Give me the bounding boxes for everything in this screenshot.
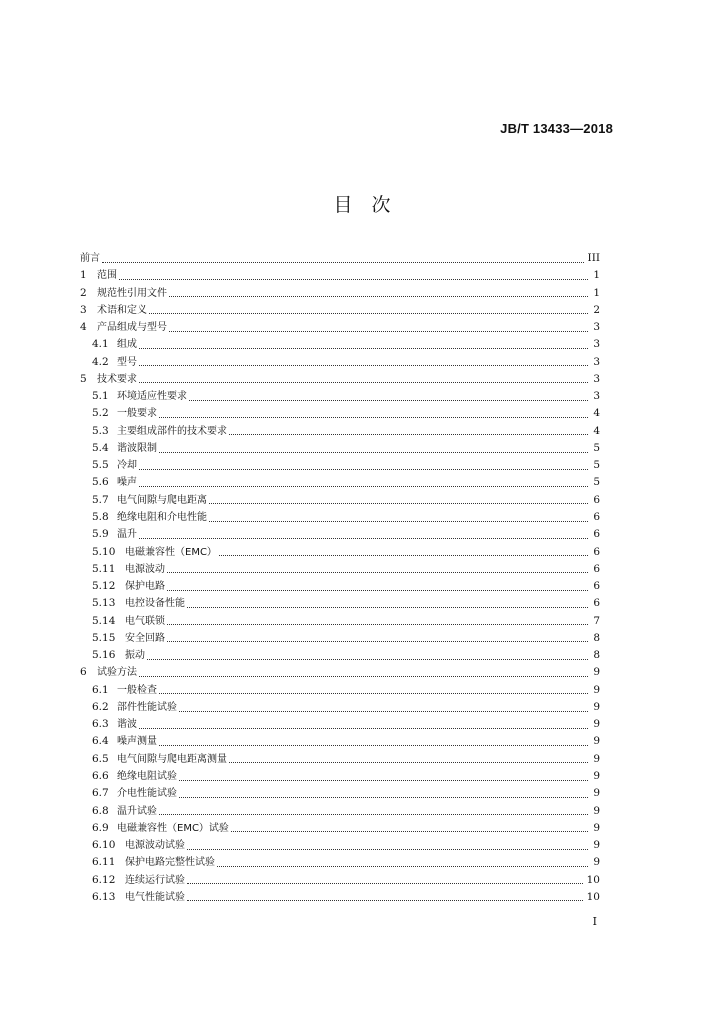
toc-entry-number: 5.1 bbox=[92, 390, 109, 403]
toc-entry-page: 6 bbox=[593, 562, 600, 575]
toc-entry[interactable] bbox=[80, 803, 600, 820]
toc-entry-label: 一般检查 bbox=[117, 684, 157, 696]
toc-entry[interactable] bbox=[80, 388, 600, 405]
toc-entry-page: 3 bbox=[593, 390, 600, 403]
toc-entry[interactable] bbox=[80, 733, 600, 750]
toc-entry-label: 组成 bbox=[117, 339, 137, 351]
toc-entry-label: 型号 bbox=[117, 356, 137, 368]
toc-entry[interactable] bbox=[80, 664, 600, 681]
toc-dot-leader bbox=[209, 502, 588, 504]
toc-entry-label: 连续运行试验 bbox=[125, 874, 185, 886]
toc-entry-page: 4 bbox=[593, 424, 600, 437]
toc-entry[interactable] bbox=[80, 267, 600, 284]
toc-entry-label: 介电性能试验 bbox=[117, 788, 177, 800]
toc-entry[interactable] bbox=[80, 716, 600, 733]
toc-entry[interactable] bbox=[80, 854, 600, 871]
toc-entry[interactable] bbox=[80, 474, 600, 491]
toc-entry-label: 电源波动 bbox=[125, 563, 165, 575]
toc-entry-page: III bbox=[587, 252, 600, 264]
toc-dot-leader bbox=[187, 882, 583, 884]
toc-entry-number: 6.6 bbox=[92, 769, 109, 782]
toc-entry-page: 3 bbox=[593, 338, 600, 351]
toc-entry-page: 6 bbox=[593, 580, 600, 593]
toc-dot-leader bbox=[139, 675, 588, 677]
toc-entry[interactable] bbox=[80, 526, 600, 543]
toc-entry-label: 噪声 bbox=[117, 477, 137, 489]
table-of-contents bbox=[80, 250, 600, 906]
toc-dot-leader bbox=[187, 899, 583, 901]
toc-entry-page: 10 bbox=[586, 873, 600, 886]
toc-entry[interactable] bbox=[80, 492, 600, 509]
toc-dot-leader bbox=[102, 261, 584, 263]
toc-entry-label: 电气间隙与爬电距离 bbox=[117, 494, 207, 506]
page-number: I bbox=[592, 915, 597, 928]
toc-dot-leader bbox=[139, 364, 588, 366]
toc-dot-leader bbox=[159, 451, 588, 453]
toc-entry-number: 6.8 bbox=[92, 804, 109, 817]
toc-entry-page: 9 bbox=[593, 700, 600, 713]
toc-entry-page: 9 bbox=[593, 769, 600, 782]
toc-entry[interactable] bbox=[80, 820, 600, 837]
toc-entry-number: 5.14 bbox=[92, 614, 116, 627]
toc-entry-page: 9 bbox=[593, 718, 600, 731]
toc-entry[interactable] bbox=[80, 837, 600, 854]
toc-entry-number: 6.1 bbox=[92, 683, 109, 696]
toc-entry-page: 3 bbox=[593, 355, 600, 368]
toc-entry-page: 5 bbox=[593, 441, 600, 454]
toc-dot-leader bbox=[167, 589, 588, 591]
toc-entry-number: 5.8 bbox=[92, 510, 109, 523]
toc-dot-leader bbox=[179, 796, 588, 798]
toc-entry-number: 5.12 bbox=[92, 580, 116, 593]
toc-entry[interactable] bbox=[80, 354, 600, 371]
toc-entry-label: 术语和定义 bbox=[97, 304, 147, 316]
toc-entry[interactable] bbox=[80, 699, 600, 716]
toc-entry[interactable] bbox=[80, 285, 600, 302]
toc-dot-leader bbox=[139, 727, 588, 729]
toc-dot-leader bbox=[209, 520, 588, 522]
toc-entry-page: 10 bbox=[586, 890, 600, 903]
toc-dot-leader bbox=[169, 330, 588, 332]
toc-entry-page: 6 bbox=[593, 528, 600, 541]
toc-entry-page: 5 bbox=[593, 459, 600, 472]
toc-dot-leader bbox=[139, 468, 588, 470]
toc-entry-page: 9 bbox=[593, 752, 600, 765]
standard-code: JB/T 13433—2018 bbox=[500, 121, 613, 136]
toc-entry-number: 5.9 bbox=[92, 528, 109, 541]
toc-entry-label: 电源波动试验 bbox=[125, 840, 185, 852]
toc-entry-number: 5.6 bbox=[92, 476, 109, 489]
toc-entry-number: 5.7 bbox=[92, 493, 109, 506]
toc-entry-page: 4 bbox=[593, 407, 600, 420]
toc-dot-leader bbox=[139, 537, 588, 539]
toc-entry-number: 4.1 bbox=[92, 338, 109, 351]
toc-entry-label: 电磁兼容性（EMC）试验 bbox=[117, 822, 229, 834]
toc-entry-label: 安全回路 bbox=[125, 632, 165, 644]
toc-entry[interactable] bbox=[80, 595, 600, 612]
toc-dot-leader bbox=[189, 399, 588, 401]
toc-entry[interactable] bbox=[80, 682, 600, 699]
toc-dot-leader bbox=[167, 623, 588, 625]
toc-entry[interactable] bbox=[80, 751, 600, 768]
toc-entry[interactable] bbox=[80, 336, 600, 353]
toc-entry[interactable] bbox=[80, 613, 600, 630]
toc-entry-page: 9 bbox=[593, 821, 600, 834]
toc-entry-number: 5.15 bbox=[92, 631, 116, 644]
toc-dot-leader bbox=[187, 606, 588, 608]
toc-entry-label: 电控设备性能 bbox=[125, 598, 185, 610]
toc-dot-leader bbox=[147, 658, 588, 660]
toc-entry[interactable] bbox=[80, 889, 600, 906]
toc-entry-label: 绝缘电阻和介电性能 bbox=[117, 511, 207, 523]
toc-dot-leader bbox=[167, 640, 588, 642]
toc-dot-leader bbox=[229, 761, 588, 763]
toc-dot-leader bbox=[231, 830, 588, 832]
toc-entry-label: 冷却 bbox=[117, 460, 137, 472]
toc-dot-leader bbox=[159, 692, 588, 694]
toc-dot-leader bbox=[179, 710, 588, 712]
toc-entry-number: 5.10 bbox=[92, 545, 116, 558]
toc-entry-page: 9 bbox=[593, 735, 600, 748]
toc-entry-number: 5.3 bbox=[92, 424, 109, 437]
toc-entry-page: 6 bbox=[593, 493, 600, 506]
toc-entry-number: 6.11 bbox=[92, 856, 116, 869]
toc-dot-leader bbox=[159, 813, 588, 815]
toc-entry-page: 1 bbox=[593, 269, 600, 282]
toc-entry[interactable] bbox=[80, 457, 600, 474]
toc-entry-page: 3 bbox=[593, 321, 600, 334]
toc-entry[interactable] bbox=[80, 561, 600, 578]
toc-entry-label: 温升 bbox=[117, 529, 137, 541]
toc-entry-page: 3 bbox=[593, 372, 600, 385]
toc-dot-leader bbox=[139, 381, 588, 383]
toc-entry-label: 前言 bbox=[80, 253, 100, 264]
toc-entry-number: 6.5 bbox=[92, 752, 109, 765]
toc-entry-page: 8 bbox=[593, 649, 600, 662]
toc-entry-label: 振动 bbox=[125, 650, 145, 662]
toc-dot-leader bbox=[217, 865, 588, 867]
toc-entry-number: 5.16 bbox=[92, 649, 116, 662]
toc-entry[interactable] bbox=[80, 630, 600, 647]
toc-entry-number: 5.11 bbox=[92, 562, 116, 575]
toc-entry[interactable] bbox=[80, 250, 600, 267]
toc-entry[interactable] bbox=[80, 423, 600, 440]
toc-entry-number: 5.13 bbox=[92, 597, 116, 610]
toc-entry-label: 一般要求 bbox=[117, 408, 157, 420]
toc-entry-number: 6 bbox=[80, 666, 87, 679]
toc-entry-label: 试验方法 bbox=[97, 667, 137, 679]
toc-entry-page: 6 bbox=[593, 510, 600, 523]
toc-dot-leader bbox=[167, 571, 588, 573]
toc-entry-number: 6.3 bbox=[92, 718, 109, 731]
toc-entry[interactable] bbox=[80, 302, 600, 319]
toc-entry-label: 电气性能试验 bbox=[125, 891, 185, 903]
toc-dot-leader bbox=[139, 347, 588, 349]
toc-entry[interactable] bbox=[80, 509, 600, 526]
toc-entry-number: 5.5 bbox=[92, 459, 109, 472]
toc-entry-number: 6.7 bbox=[92, 787, 109, 800]
toc-dot-leader bbox=[187, 848, 588, 850]
toc-entry-page: 1 bbox=[593, 286, 600, 299]
toc-entry-number: 5.2 bbox=[92, 407, 109, 420]
toc-entry-label: 电气间隙与爬电距离测量 bbox=[117, 753, 227, 765]
toc-entry-label: 产品组成与型号 bbox=[97, 322, 167, 334]
toc-dot-leader bbox=[119, 278, 588, 280]
toc-entry-number: 2 bbox=[80, 286, 87, 299]
toc-entry-page: 5 bbox=[593, 476, 600, 489]
toc-entry-label: 技术要求 bbox=[97, 373, 137, 385]
toc-entry-number: 6.13 bbox=[92, 890, 116, 903]
toc-entry[interactable] bbox=[80, 544, 600, 561]
toc-entry-number: 6.10 bbox=[92, 839, 116, 852]
page-title: 目 次 bbox=[333, 194, 391, 216]
toc-entry-label: 主要组成部件的技术要求 bbox=[117, 425, 227, 437]
toc-entry-number: 6.12 bbox=[92, 873, 116, 886]
toc-entry[interactable] bbox=[80, 647, 600, 664]
toc-entry-label: 温升试验 bbox=[117, 805, 157, 817]
toc-entry-page: 9 bbox=[593, 839, 600, 852]
toc-entry-page: 9 bbox=[593, 683, 600, 696]
toc-entry-label: 电气联锁 bbox=[125, 615, 165, 627]
toc-entry-page: 7 bbox=[593, 614, 600, 627]
toc-entry[interactable] bbox=[80, 768, 600, 785]
toc-dot-leader bbox=[159, 416, 588, 418]
toc-entry-label: 绝缘电阻试验 bbox=[117, 770, 177, 782]
toc-entry-label: 保护电路完整性试验 bbox=[125, 857, 215, 869]
toc-entry-number: 6.4 bbox=[92, 735, 109, 748]
toc-entry-label: 保护电路 bbox=[125, 581, 165, 593]
toc-entry[interactable] bbox=[80, 405, 600, 422]
toc-entry-label: 噪声测量 bbox=[117, 736, 157, 748]
toc-entry-page: 8 bbox=[593, 631, 600, 644]
toc-dot-leader bbox=[149, 312, 588, 314]
toc-entry[interactable] bbox=[80, 440, 600, 457]
toc-entry[interactable] bbox=[80, 578, 600, 595]
toc-entry-number: 4.2 bbox=[92, 355, 109, 368]
toc-entry-number: 5 bbox=[80, 372, 87, 385]
toc-entry-label: 环境适应性要求 bbox=[117, 391, 187, 403]
toc-entry-number: 3 bbox=[80, 303, 87, 316]
toc-entry-number: 4 bbox=[80, 321, 87, 334]
toc-entry-page: 9 bbox=[593, 856, 600, 869]
toc-entry-label: 范围 bbox=[97, 270, 117, 282]
toc-entry[interactable] bbox=[80, 872, 600, 889]
toc-entry[interactable] bbox=[80, 371, 600, 388]
toc-entry-label: 电磁兼容性（EMC） bbox=[125, 546, 217, 558]
toc-entry-number: 1 bbox=[80, 269, 87, 282]
toc-entry[interactable] bbox=[80, 319, 600, 336]
toc-entry-label: 规范性引用文件 bbox=[97, 287, 167, 299]
toc-entry-page: 9 bbox=[593, 787, 600, 800]
toc-dot-leader bbox=[179, 779, 588, 781]
toc-dot-leader bbox=[169, 295, 588, 297]
toc-entry-page: 6 bbox=[593, 545, 600, 558]
toc-entry-label: 部件性能试验 bbox=[117, 701, 177, 713]
toc-entry-number: 5.4 bbox=[92, 441, 109, 454]
toc-entry[interactable] bbox=[80, 785, 600, 802]
toc-dot-leader bbox=[139, 485, 588, 487]
toc-entry-number: 6.9 bbox=[92, 821, 109, 834]
toc-entry-number: 6.2 bbox=[92, 700, 109, 713]
toc-entry-page: 9 bbox=[593, 804, 600, 817]
toc-entry-label: 谐波限制 bbox=[117, 442, 157, 454]
toc-entry-page: 9 bbox=[593, 666, 600, 679]
toc-dot-leader bbox=[219, 554, 588, 556]
toc-entry-label: 谐波 bbox=[117, 719, 137, 731]
toc-dot-leader bbox=[159, 744, 588, 746]
toc-dot-leader bbox=[229, 433, 588, 435]
toc-entry-page: 2 bbox=[593, 303, 600, 316]
toc-entry-page: 6 bbox=[593, 597, 600, 610]
